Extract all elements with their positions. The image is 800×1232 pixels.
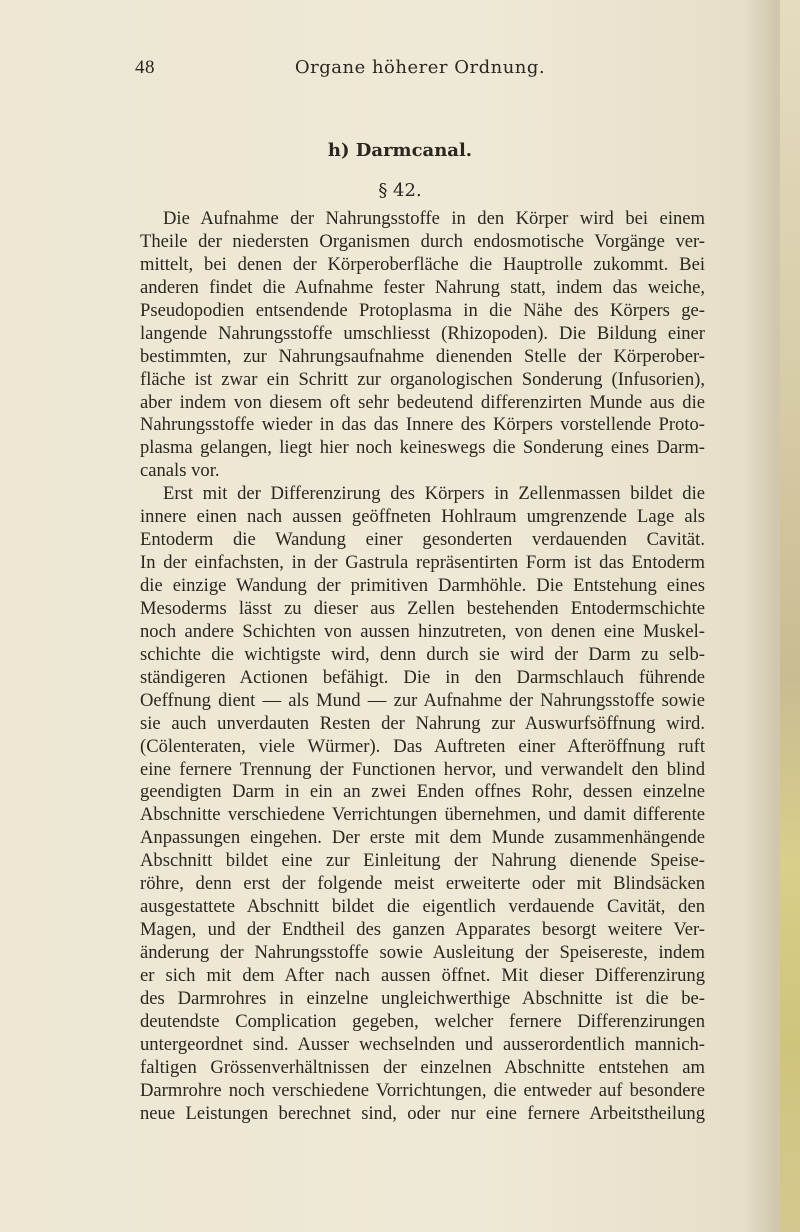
text-line: innere einen nach aussen geöffneten Hohlraum umgrenzende Lage als [140,506,705,528]
text-line: mittelt, bei denen der Körperoberfläche die Hauptrolle zukommt. Bei [140,253,705,275]
text-line: ausgestattete Abschnitt bildet die eigentlich verdauende Cavität, den [140,896,705,918]
text-line: In der einfachsten, in der Gastrula repräsentirten Form ist das Entoderm [140,552,705,574]
text-line: deutendste Complication gegeben, welcher fernere Differenzirungen [140,1010,705,1032]
text-line: änderung der Nahrungsstoffe sowie Ausleitung der Speisereste, indem [140,942,705,963]
text-line: (Cölenteraten, viele Würmer). Das Auftreten einer Afteröffnung ruft [140,735,705,757]
text-line: Entoderm die Wandung einer gesonderten verdauenden Cavität. [140,529,705,551]
text-line: Darmrohre noch verschiedene Vorrichtungen, die entweder auf besondere [140,1079,705,1101]
text-line: plasma gelangen, liegt hier noch keineswegs die Sonderung eines Darm- [140,437,705,459]
text-line: Magen, und der Endtheil des ganzen Apparates besorgt weitere Ver- [140,919,705,941]
text-line: langende Nahrungsstoffe umschliesst (Rhizopoden). Die Bildung einer [140,322,705,344]
text-line: Die Aufnahme der Nahrungsstoffe in den Körper wird bei einem [163,208,705,229]
text-line: Nahrungsstoffe wieder in das das Innere des Körpers vorstellende Proto- [140,414,705,436]
text-line: Erst mit der Differenzirung des Körpers in Zellenmassen bildet die [163,483,705,505]
text-line: schichte die wichtigste wird, denn durch sie wird der Darm zu selb- [140,643,705,665]
text-line: sie auch unverdauten Resten der Nahrung zur Auswurfsöffnung wird. [140,712,705,734]
text-line: die einzige Wandung der primitiven Darmhöhle. Die Entstehung eines [140,575,705,596]
text-line: des Darmrohres in einzelne ungleichwerthige Abschnitte ist die be- [140,987,705,1009]
page-number: 48 [135,57,155,78]
text-line: ständigeren Actionen befähigt. Die in den Darmschlauch führende [140,666,705,688]
text-line: anderen findet die Aufnahme fester Nahrung statt, indem das weiche, [140,276,705,298]
text-line: aber indem von diesem oft sehr bedeutend differenzirten Munde aus die [140,391,705,413]
text-line: noch andere Schichten von aussen hinzutreten, von denen eine Muskel- [140,620,705,642]
text-line: eine fernere Trennung der Functionen hervor, und verwandelt den blind [140,758,705,780]
text-line: Pseudopodien entsendende Protoplasma in die Nähe des Körpers ge- [140,299,705,321]
text-line: neue Leistungen berechnet sind, oder nur eine fernere Arbeitstheilung [140,1102,705,1124]
text-line: fläche ist zwar ein Schritt zur organologischen Sonderung (Infusorien), [140,368,705,390]
text-line: faltigen Grössenverhältnissen der einzelnen Abschnitte entstehen am [140,1056,705,1078]
text-line: Theile der niedersten Organismen durch endosmotische Vorgänge ver- [140,230,705,252]
text-line: Abschnitte verschiedene Verrichtungen übernehmen, und damit differente [140,804,705,826]
running-title: Organe höherer Ordnung. [294,57,546,78]
text-line: Abschnitt bildet eine zur Einleitung der Nahrung dienende Speise- [140,850,705,872]
text-line: canals vor. [140,460,220,482]
text-line: Mesoderms lässt zu dieser aus Zellen bestehenden Entodermschichte [140,597,705,619]
running-header [135,57,705,87]
text-line: geendigten Darm in ein an zwei Enden offnes Rohr, dessen einzelne [140,781,705,803]
section-heading: h) Darmcanal. [327,140,473,161]
text-line: röhre, denn erst der folgende meist erweiterte oder mit Blindsäcken [140,873,705,895]
text-line: Oeffnung dient — als Mund — zur Aufnahme der Nahrungsstoffe sowie [140,689,705,711]
text-line: Anpassungen eingehen. Der erste mit dem Munde zusammenhängende [140,827,705,849]
text-line: bestimmten, zur Nahrungsaufnahme dienenden Stelle der Körperober- [140,345,705,367]
text-line: untergeordnet sind. Ausser wechselnden und ausserordentlich mannich- [140,1033,705,1055]
body-text [140,208,705,1126]
paragraph-number: § 42. [378,180,422,201]
text-line: er sich mit dem After nach aussen öffnet. Mit dieser Differenzirung [140,964,705,986]
